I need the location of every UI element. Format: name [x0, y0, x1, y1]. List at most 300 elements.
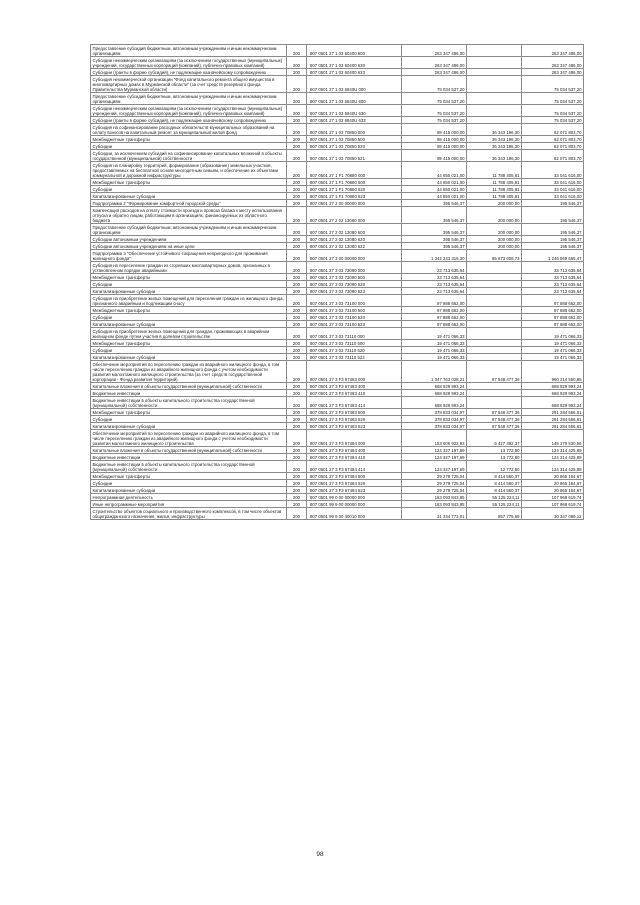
row-name-cell: Межбюджетные трансферты [91, 179, 287, 186]
row-executed-cell [467, 328, 522, 340]
row-code-cell: 200 [287, 328, 307, 340]
row-classification-cell: 807 0501 27 3 03 73090 520 [307, 281, 402, 288]
row-code-cell: 200 [287, 508, 307, 520]
table-row [91, 186, 584, 193]
row-name-cell: Капитализированные субсидии [91, 423, 287, 430]
row-name-cell: Межбюджетные трансферты [91, 307, 287, 314]
row-approved-cell: 97 888 662,00 [402, 321, 467, 328]
row-approved-cell: 378 833 034,97 [402, 416, 467, 423]
row-classification-cell: 807 0501 27 2 02 13080 000 [307, 207, 402, 224]
row-classification-cell: 807 0501 27 3 F3 67484 520 [307, 480, 402, 487]
row-remaining-cell: 20 865 164,67 [522, 480, 584, 487]
row-approved-cell: 97 888 662,00 [402, 307, 467, 314]
table-row [91, 461, 584, 473]
row-approved-cell: 31 334 773,01 [402, 508, 467, 520]
row-remaining-cell: 19 471 066,33 [522, 354, 584, 361]
row-remaining-cell: 97 888 662,00 [522, 321, 584, 328]
row-code-cell: 200 [287, 262, 307, 274]
row-classification-cell: 807 0501 27 1 03 6840U 600 [307, 93, 402, 105]
row-remaining-cell: 62 071 803,70 [522, 136, 584, 143]
row-approved-cell: 378 833 034,97 [402, 423, 467, 430]
table-row [91, 236, 584, 243]
table-row [91, 347, 584, 354]
row-executed-cell [467, 45, 522, 57]
row-code-cell: 200 [287, 501, 307, 508]
row-name-cell: Капитализированные субсидии [91, 288, 287, 295]
row-name-cell: Субсидия на планировку территорий, формирование (образование) земельных участков, предоставляемых на бесплатной основе многодетным семьям, и обеспечение их объектами коммунальной и дорожной инфраструктуры [91, 162, 287, 179]
row-code-cell: 200 [287, 281, 307, 288]
table-row [91, 409, 584, 416]
row-approved-cell: 163 093 843,85 [402, 501, 467, 508]
row-code-cell: 200 [287, 274, 307, 281]
row-approved-cell: 97 888 662,00 [402, 314, 467, 321]
row-classification-cell: 807 0501 27 1 F1 70880 520 [307, 186, 402, 193]
row-remaining-cell: 291 284 556,61 [522, 423, 584, 430]
row-name-cell: Субсидия некоммерческой организации "Фонд капитального ремонта общего имущества в многоквартирных домах в Мурманской области" (за счет средств резервного фонда Правительства Мурманской области) [91, 76, 287, 93]
row-executed-cell: 8 414 560,37 [467, 473, 522, 480]
row-code-cell: 200 [287, 69, 307, 76]
row-name-cell: Межбюджетные трансферты [91, 136, 287, 143]
row-classification-cell: 807 0501 27 3 03 73090 523 [307, 288, 402, 295]
row-remaining-cell: 291 284 556,61 [522, 409, 584, 416]
row-executed-cell [467, 76, 522, 93]
row-executed-cell: 6 427 392,37 [467, 430, 522, 447]
row-approved-cell: 75 034 537,20 [402, 76, 467, 93]
row-name-cell: Субсидии [91, 281, 287, 288]
row-remaining-cell: 19 471 066,33 [522, 328, 584, 340]
table-row [91, 321, 584, 328]
table-row [91, 295, 584, 307]
row-approved-cell: 75 034 537,20 [402, 93, 467, 105]
row-approved-cell: 263 347 486,00 [402, 57, 467, 69]
report-sheet [90, 44, 583, 520]
row-code-cell: 200 [287, 136, 307, 143]
table-row [91, 508, 584, 520]
row-classification-cell: 807 0501 27 1 03 70850 521 [307, 150, 402, 162]
table-row [91, 314, 584, 321]
row-classification-cell: 807 0501 27 3 F3 67484 500 [307, 473, 402, 480]
row-approved-cell: 124 327 197,69 [402, 461, 467, 473]
row-code-cell: 200 [287, 45, 307, 57]
row-classification-cell: 807 0501 27 1 03 70850 500 [307, 136, 402, 143]
row-name-cell: Межбюджетные трансферты [91, 274, 287, 281]
row-executed-cell: 95 673 608,73 [467, 250, 522, 262]
row-remaining-cell: 23 713 635,64 [522, 262, 584, 274]
row-executed-cell [467, 69, 522, 76]
row-executed-cell: 11 788 405,81 [467, 162, 522, 179]
table-row [91, 494, 584, 501]
row-classification-cell: 807 0501 27 1 03 6840U 633 [307, 117, 402, 124]
row-name-cell: Субсидии (гранты в форме субсидий), не подлежащие казначейскому сопровождению [91, 117, 287, 124]
row-classification-cell: 807 0501 27 3 03 73100 523 [307, 321, 402, 328]
row-name-cell: Субсидии (гранты в форме субсидий), не подлежащие казначейскому сопровождению [91, 69, 287, 76]
row-code-cell: 200 [287, 361, 307, 383]
row-remaining-cell: 145 179 530,56 [522, 430, 584, 447]
table-row [91, 480, 584, 487]
row-executed-cell [467, 93, 522, 105]
row-classification-cell: 807 0501 27 1 F1 70880 500 [307, 179, 402, 186]
row-remaining-cell: 263 347 486,00 [522, 57, 584, 69]
row-approved-cell: 395 546,37 [402, 207, 467, 224]
row-approved-cell: 124 327 197,69 [402, 447, 467, 454]
row-classification-cell: 807 0501 27 3 F3 67483 000 [307, 361, 402, 383]
row-approved-cell: 124 327 197,69 [402, 454, 467, 461]
row-code-cell: 200 [287, 347, 307, 354]
table-row [91, 45, 584, 57]
row-remaining-cell: 23 713 635,64 [522, 274, 584, 281]
row-remaining-cell: 33 041 616,00 [522, 186, 584, 193]
table-row [91, 274, 584, 281]
row-classification-cell: 807 0501 27 2 02 13080 622 [307, 243, 402, 250]
row-name-cell: Иные непрограммные мероприятия [91, 501, 287, 508]
table-row [91, 162, 584, 179]
row-code-cell: 200 [287, 390, 307, 397]
row-classification-cell: 807 0501 27 3 F3 67483 414 [307, 397, 402, 409]
row-classification-cell: 807 0501 27 2 00 00000 000 [307, 200, 402, 207]
row-executed-cell: 36 343 196,30 [467, 136, 522, 143]
row-executed-cell [467, 390, 522, 397]
table-row [91, 76, 584, 93]
row-classification-cell: 807 0501 27 1 F1 70880 523 [307, 193, 402, 200]
row-remaining-cell: 97 888 662,00 [522, 307, 584, 314]
row-executed-cell [467, 354, 522, 361]
row-code-cell: 200 [287, 105, 307, 117]
table-row [91, 397, 584, 409]
row-remaining-cell: 195 546,37 [522, 207, 584, 224]
row-classification-cell: 807 0501 27 3 03 73100 500 [307, 307, 402, 314]
row-code-cell: 200 [287, 288, 307, 295]
row-name-cell: Субсидии [91, 143, 287, 150]
row-classification-cell: 807 0501 27 2 02 13080 620 [307, 236, 402, 243]
row-code-cell: 200 [287, 423, 307, 430]
row-classification-cell: 807 0501 27 1 03 70850 520 [307, 143, 402, 150]
row-remaining-cell: 62 071 803,70 [522, 150, 584, 162]
row-code-cell: 200 [287, 193, 307, 200]
row-approved-cell: 98 415 000,00 [402, 136, 467, 143]
row-code-cell: 200 [287, 473, 307, 480]
table-row [91, 354, 584, 361]
row-executed-cell: 11 788 405,81 [467, 179, 522, 186]
row-approved-cell: 395 546,37 [402, 224, 467, 236]
row-remaining-cell: 33 041 616,00 [522, 193, 584, 200]
table-row [91, 281, 584, 288]
row-name-cell: Межбюджетные трансферты [91, 409, 287, 416]
row-code-cell: 200 [287, 454, 307, 461]
row-classification-cell: 807 0501 27 3 03 73110 500 [307, 340, 402, 347]
row-code-cell: 200 [287, 186, 307, 193]
table-row [91, 307, 584, 314]
row-executed-cell: 8 414 560,37 [467, 480, 522, 487]
row-executed-cell [467, 397, 522, 409]
row-code-cell: 200 [287, 93, 307, 105]
table-row [91, 150, 584, 162]
row-name-cell: Субсидии [91, 314, 287, 321]
row-classification-cell: 807 0501 99 0 00 00000 000 [307, 494, 402, 501]
row-approved-cell: 395 546,37 [402, 243, 467, 250]
row-executed-cell: 55 125 224,11 [467, 501, 522, 508]
row-code-cell: 200 [287, 494, 307, 501]
row-name-cell: Капитализированные субсидии [91, 193, 287, 200]
table-row [91, 200, 584, 207]
table-row [91, 447, 584, 454]
row-approved-cell: 23 713 635,64 [402, 288, 467, 295]
row-approved-cell: 23 713 635,64 [402, 262, 467, 274]
row-remaining-cell: 124 314 425,89 [522, 447, 584, 454]
row-remaining-cell: 30 347 089,12 [522, 508, 584, 520]
row-remaining-cell: 97 888 662,00 [522, 295, 584, 307]
row-approved-cell: 19 471 066,33 [402, 340, 467, 347]
table-row [91, 340, 584, 347]
row-executed-cell [467, 117, 522, 124]
row-name-cell: Бюджетные инвестиции [91, 390, 287, 397]
row-code-cell: 200 [287, 321, 307, 328]
table-row [91, 105, 584, 117]
row-code-cell: 200 [287, 397, 307, 409]
row-remaining-cell: 33 041 616,00 [522, 162, 584, 179]
row-remaining-cell: 195 546,37 [522, 200, 584, 207]
row-classification-cell: 807 0501 27 1 03 60400 600 [307, 45, 402, 57]
row-remaining-cell: 75 034 537,20 [522, 105, 584, 117]
table-row [91, 179, 584, 186]
row-remaining-cell: 19 471 066,33 [522, 347, 584, 354]
row-executed-cell: 11 788 405,81 [467, 193, 522, 200]
row-approved-cell: 98 415 000,00 [402, 150, 467, 162]
row-classification-cell: 807 0501 27 2 02 13080 600 [307, 224, 402, 236]
row-name-cell: Капитальные вложения в объекты государственной (муниципальной) собственности [91, 447, 287, 454]
row-executed-cell: 55 125 224,11 [467, 494, 522, 501]
row-code-cell: 200 [287, 200, 307, 207]
row-code-cell: 200 [287, 207, 307, 224]
row-name-cell: Компенсация расходов на оплату стоимости проезда и провоза багажа к месту использования отпуска и обратно лицам, работающим в организациях, финансируемых из областного бюджета [91, 207, 287, 224]
row-remaining-cell: 75 034 537,20 [522, 76, 584, 93]
row-approved-cell: 44 650 021,00 [402, 193, 467, 200]
row-executed-cell [467, 383, 522, 390]
row-name-cell: Субсидии, за исключением субсидий на софинансирование капитальных вложений в объекты государственной (муниципальной) собственности [91, 150, 287, 162]
row-executed-cell: 13 772,80 [467, 454, 522, 461]
row-classification-cell: 807 0501 27 3 F3 67483 400 [307, 383, 402, 390]
row-approved-cell: 263 347 486,00 [402, 69, 467, 76]
row-executed-cell: 36 343 196,30 [467, 143, 522, 150]
row-name-cell: Субсидии [91, 480, 287, 487]
row-remaining-cell: 23 713 635,64 [522, 288, 584, 295]
row-approved-cell: 98 415 000,00 [402, 143, 467, 150]
row-name-cell: Капитализированные субсидии [91, 354, 287, 361]
row-name-cell: Субсидии автономным учреждениям на иные цели [91, 243, 287, 250]
row-remaining-cell: 97 888 662,00 [522, 314, 584, 321]
row-approved-cell: 97 888 662,00 [402, 295, 467, 307]
row-approved-cell: 395 546,37 [402, 236, 467, 243]
table-row [91, 243, 584, 250]
row-executed-cell: 200 000,00 [467, 207, 522, 224]
row-remaining-cell: 263 347 486,00 [522, 45, 584, 57]
table-row [91, 143, 584, 150]
row-code-cell: 200 [287, 340, 307, 347]
row-executed-cell [467, 274, 522, 281]
row-approved-cell: 44 650 021,00 [402, 162, 467, 179]
table-row [91, 93, 584, 105]
row-approved-cell: 29 279 725,04 [402, 480, 467, 487]
row-name-cell: Обеспечение мероприятий по переселению граждан из аварийного жилищного фонда, в том числе переселению граждан из аварийного жилищного фонда с учетом необходимости развития малоэтажного жилищного строительства [91, 430, 287, 447]
row-classification-cell: 807 0501 27 3 F3 67483 520 [307, 416, 402, 423]
row-executed-cell: 200 000,00 [467, 236, 522, 243]
row-name-cell: Субсидия на переселение граждан из сгоревших многоквартирных домов, признанных в установленном порядке аварийными [91, 262, 287, 274]
row-name-cell: Капитализированные субсидии [91, 321, 287, 328]
row-code-cell: 200 [287, 150, 307, 162]
row-classification-cell: 807 0501 27 3 F3 67483 410 [307, 390, 402, 397]
row-code-cell: 200 [287, 314, 307, 321]
table-row [91, 193, 584, 200]
table-row [91, 69, 584, 76]
row-code-cell: 200 [287, 76, 307, 93]
row-name-cell: Непрограммная деятельность [91, 494, 287, 501]
row-remaining-cell: 124 314 425,89 [522, 454, 584, 461]
table-row [91, 250, 584, 262]
row-classification-cell: 807 0501 27 3 03 73090 000 [307, 262, 402, 274]
row-approved-cell: 29 279 725,04 [402, 487, 467, 494]
row-name-cell: Бюджетные инвестиции в объекты капитального строительства государственной (муниципальной) собственности [91, 397, 287, 409]
row-code-cell: 200 [287, 295, 307, 307]
row-code-cell: 200 [287, 307, 307, 314]
row-classification-cell: 807 0501 27 3 F3 67483 500 [307, 409, 402, 416]
row-classification-cell: 807 0501 27 1 F1 70880 000 [307, 162, 402, 179]
row-remaining-cell: 668 929 993,24 [522, 397, 584, 409]
table-row [91, 57, 584, 69]
row-code-cell: 200 [287, 224, 307, 236]
row-remaining-cell: 62 071 803,70 [522, 143, 584, 150]
row-remaining-cell: 75 034 537,20 [522, 93, 584, 105]
row-code-cell: 200 [287, 487, 307, 494]
row-approved-cell: 378 833 034,97 [402, 409, 467, 416]
row-classification-cell: 807 0501 27 3 03 73100 520 [307, 314, 402, 321]
row-approved-cell: 668 929 993,24 [402, 390, 467, 397]
row-executed-cell [467, 105, 522, 117]
table-body [91, 45, 584, 520]
row-executed-cell [467, 57, 522, 69]
row-classification-cell: 807 0501 27 1 03 70850 000 [307, 124, 402, 136]
row-approved-cell: 668 929 993,24 [402, 383, 467, 390]
row-remaining-cell: 195 546,37 [522, 224, 584, 236]
row-remaining-cell: 20 865 164,67 [522, 487, 584, 494]
row-approved-cell: 153 606 922,93 [402, 430, 467, 447]
row-remaining-cell: 124 314 425,89 [522, 461, 584, 473]
row-code-cell: 200 [287, 117, 307, 124]
row-remaining-cell: 195 546,37 [522, 236, 584, 243]
table-row [91, 136, 584, 143]
row-code-cell: 200 [287, 447, 307, 454]
row-code-cell: 200 [287, 430, 307, 447]
row-executed-cell [467, 295, 522, 307]
expenditure-table [90, 44, 584, 520]
row-approved-cell: 75 034 537,20 [402, 117, 467, 124]
row-remaining-cell: 19 471 066,33 [522, 340, 584, 347]
row-executed-cell: 200 000,00 [467, 243, 522, 250]
row-executed-cell: 857 775,69 [467, 508, 522, 520]
row-name-cell: Строительство объектов социального и производственного комплексов, в том числе объектов общегражданского назначения, жилья, инфраструктуры [91, 508, 287, 520]
table-row [91, 423, 584, 430]
row-executed-cell: 200 000,00 [467, 200, 522, 207]
row-name-cell: Капитальные вложения в объекты государственной (муниципальной) собственности [91, 383, 287, 390]
row-name-cell: Субсидия на софинансирование расходных обязательств муниципальных образований на оплату взносов на капитальный ремонт за муниципальный жилой фонд [91, 124, 287, 136]
table-row [91, 207, 584, 224]
row-code-cell: 200 [287, 57, 307, 69]
row-approved-cell: 23 713 635,64 [402, 274, 467, 281]
table-row [91, 454, 584, 461]
row-executed-cell: 87 548 477,36 [467, 416, 522, 423]
row-classification-cell: 807 0501 27 3 00 00000 000 [307, 250, 402, 262]
row-executed-cell: 13 772,80 [467, 447, 522, 454]
row-name-cell: Бюджетные инвестиции в объекты капитального строительства государственной (муниципальной) собственности [91, 461, 287, 473]
row-classification-cell: 807 0501 27 3 03 73110 000 [307, 328, 402, 340]
row-code-cell: 200 [287, 416, 307, 423]
row-code-cell: 200 [287, 250, 307, 262]
row-name-cell: Субсидии [91, 347, 287, 354]
table-row [91, 501, 584, 508]
row-approved-cell: 1 342 243 315,30 [402, 250, 467, 262]
row-approved-cell: 395 546,37 [402, 200, 467, 207]
row-approved-cell: 668 929 993,24 [402, 397, 467, 409]
row-name-cell: Субсидии некоммерческим организациям (за исключением государственных (муниципальных) учреждений, государственных корпораций (компаний), публично-правовых компаний) [91, 57, 287, 69]
row-name-cell: Предоставление субсидий бюджетным, автономным учреждениям и иным некоммерческим организациям [91, 93, 287, 105]
table-row [91, 124, 584, 136]
table-row [91, 262, 584, 274]
row-executed-cell [467, 307, 522, 314]
row-approved-cell: 44 650 021,00 [402, 186, 467, 193]
row-name-cell: Субсидии [91, 186, 287, 193]
row-approved-cell: 1 047 763 028,21 [402, 361, 467, 383]
row-approved-cell: 263 347 486,00 [402, 45, 467, 57]
row-remaining-cell: 20 865 164,67 [522, 473, 584, 480]
row-remaining-cell: 107 968 619,74 [522, 501, 584, 508]
row-executed-cell: 11 788 405,81 [467, 186, 522, 193]
row-remaining-cell: 668 929 993,24 [522, 390, 584, 397]
row-executed-cell: 87 548 477,36 [467, 409, 522, 416]
row-remaining-cell: 75 034 537,20 [522, 117, 584, 124]
row-name-cell: Субсидия на приобретение жилых помещений для граждан, проживающих в аварийном жилищном фонде путем участия в долевом строительстве [91, 328, 287, 340]
row-classification-cell: 807 0501 27 1 03 60400 630 [307, 57, 402, 69]
row-code-cell: 200 [287, 162, 307, 179]
row-code-cell: 200 [287, 480, 307, 487]
row-executed-cell [467, 281, 522, 288]
row-approved-cell: 19 471 066,33 [402, 328, 467, 340]
row-approved-cell: 23 713 635,64 [402, 281, 467, 288]
row-classification-cell: 807 0501 27 3 03 73110 520 [307, 347, 402, 354]
row-executed-cell: 36 343 196,30 [467, 150, 522, 162]
row-remaining-cell: 263 347 486,00 [522, 69, 584, 76]
row-remaining-cell: 23 713 635,64 [522, 281, 584, 288]
row-executed-cell [467, 314, 522, 321]
row-code-cell: 200 [287, 143, 307, 150]
row-executed-cell: 12 772,80 [467, 461, 522, 473]
row-approved-cell: 75 034 537,20 [402, 105, 467, 117]
table-row [91, 430, 584, 447]
table-row [91, 416, 584, 423]
row-classification-cell: 807 0501 27 3 F3 67484 000 [307, 430, 402, 447]
row-code-cell: 200 [287, 354, 307, 361]
row-name-cell: Межбюджетные трансферты [91, 340, 287, 347]
row-code-cell: 200 [287, 409, 307, 416]
row-classification-cell: 807 0501 27 3 03 73100 000 [307, 295, 402, 307]
row-executed-cell: 36 343 196,30 [467, 124, 522, 136]
row-executed-cell: 87 548 477,36 [467, 361, 522, 383]
row-name-cell: Субсидия на приобретение жилых помещений для переселения граждан из жилищного фонда, признанного аварийным и подлежащим сносу [91, 295, 287, 307]
row-name-cell: Субсидии некоммерческим организациям (за исключением государственных (муниципальных) учреждений, государственных корпораций (компаний), публично-правовых компаний) [91, 105, 287, 117]
row-approved-cell: 163 093 843,85 [402, 494, 467, 501]
row-remaining-cell: 195 546,37 [522, 243, 584, 250]
row-classification-cell: 807 0501 99 9 00 00000 000 [307, 501, 402, 508]
row-remaining-cell: 62 071 803,70 [522, 124, 584, 136]
row-name-cell: Предоставление субсидий бюджетным, автономным учреждениям и иным некоммерческим организациям [91, 45, 287, 57]
row-code-cell: 200 [287, 461, 307, 473]
